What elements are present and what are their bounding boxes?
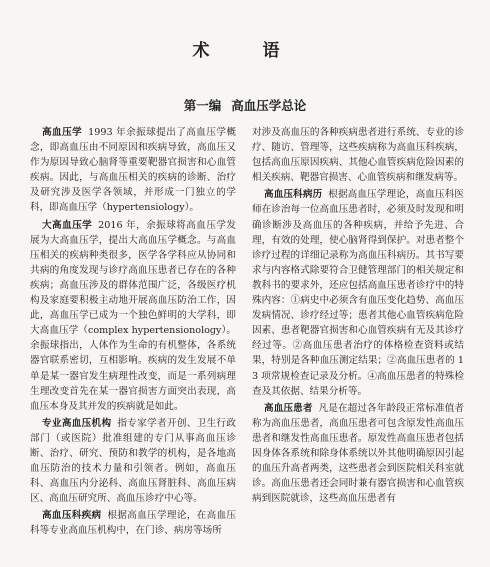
entry-text: 对涉及高血压的各种疾病患者进行系统、专业的诊疗、随访、管理等，这些疾病称为高血压科疾病，包括高血压原因疾病、其他心血管疾病危险因素的相关疾病、靶器官损害、心血管疾病和继发病等。 <box>252 127 464 184</box>
entry-text: 指专家学者开创、卫生行政部门（或医院）批准组建的专门从事高血压诊断、治疗、研究、预防和教学的机构，是各地高血压防治的技术力量和引领者。例如，高血压科、高血压内分泌科、高血压肾脏科、高血压病区、高血压研究所、高血压诊疗中心等。 <box>30 417 237 505</box>
section-label: 第一编 <box>183 98 222 113</box>
section-heading <box>0 96 490 114</box>
entry-text: 根据高血压学理论，在高血压科等专业高血压机构中，在门诊、病房等场所 <box>30 510 236 537</box>
section-name: 高血压学总论 <box>231 98 307 113</box>
entry-paragraph <box>252 401 464 507</box>
entry-term: 高血压学 <box>42 127 83 138</box>
left-column <box>30 125 236 541</box>
entry-term: 专业高血压机构 <box>42 417 112 429</box>
entry-text: 根据高血压学理论，高血压科医师在诊治每一位高血压患者时，必须及时发现和明确诊断涉及高血压的各种疾病，并给予先进、合理，有效的处理，使心脑肾得到保护。对患者整个诊疗过程的详细记录称为高血压科病历。其书写要求与内容格式除要符合卫健管理部门的相关规定和教科书的要求外，还应包括高血压患者诊疗中的特殊内容：①病史中必须含有血压变化趋势、高血压发病情况、诊疗经过等；患者其他心血管疾病危险因素、患者靶器官损害和心血管疾病有无及其诊疗经过等。②高血压患者治疗的体格检查资料或结果，特别是各种血压测定结果；②高血压患者的 13 项常规检查记录及分析。④高血压患者的特殊检查及其依据、结果分析等。 <box>252 189 465 397</box>
entry-text: 2016 年，余振球将高血压学发展为大高血压学，提出大高血压学概念。与高血压相关的疾病种类很多，医学各学科应从协同和共病的角度发现与诊疗高血压患者已存在的各种疾病；高血压涉及的群体范围广泛，各级医疗机构及家庭要积极主动地开展高血压防治工作，因此，高血压学已成为一个独色鲜明的大学科，即大高血压学（complex hypertensionology）。余振球指出，人体作为生命的有机整体，各系统器官联系密切，互相影响。疾病的发生发展不单单是某一器官发生病理性改变，而是一系列病理生理改变首先在某一器官损害方面突出表现，高血压本身及其并发的疾病就是如此。 <box>30 219 237 412</box>
right-column <box>252 125 464 508</box>
entry-term: 高血压患者 <box>264 402 313 414</box>
entry-paragraph <box>30 125 236 216</box>
entry-paragraph <box>30 508 236 538</box>
entry-term: 高血压科疾病 <box>42 510 102 522</box>
entry-paragraph <box>252 187 464 398</box>
entry-paragraph <box>252 125 464 185</box>
entry-paragraph <box>30 416 236 507</box>
entry-paragraph <box>30 218 236 414</box>
entry-term: 大高血压学 <box>42 219 93 231</box>
page-title: 术 语 <box>192 41 298 61</box>
entry-text: 凡是在超过各年龄段正常标准值者称为高血压患者，高血压患者可包含原发性高血压患者和继发性高血压患者。原发性高血压患者包括因身体各系统和除身体系统以外其他明确原因引起的血压升高者两类，这些患者会到医院相关科室就诊。高血压患者还会同时兼有器官损害和心血管疾病到医院就诊，这些高血压患者有 <box>252 402 465 505</box>
entry-term: 高血压科病历 <box>264 189 323 201</box>
entry-text: 1993 年余振球提出了高血压学概念，即高血压由不同原因和疾病导致，高血压又作为原因导致心脑肾等重要靶器官损害和心血管疾病。因此，与高血压相关的疾病的诊断、治疗及研究涉及医学各领域，并形成一门独立的学科，即高血压学（hypertensiology）。 <box>30 127 237 214</box>
